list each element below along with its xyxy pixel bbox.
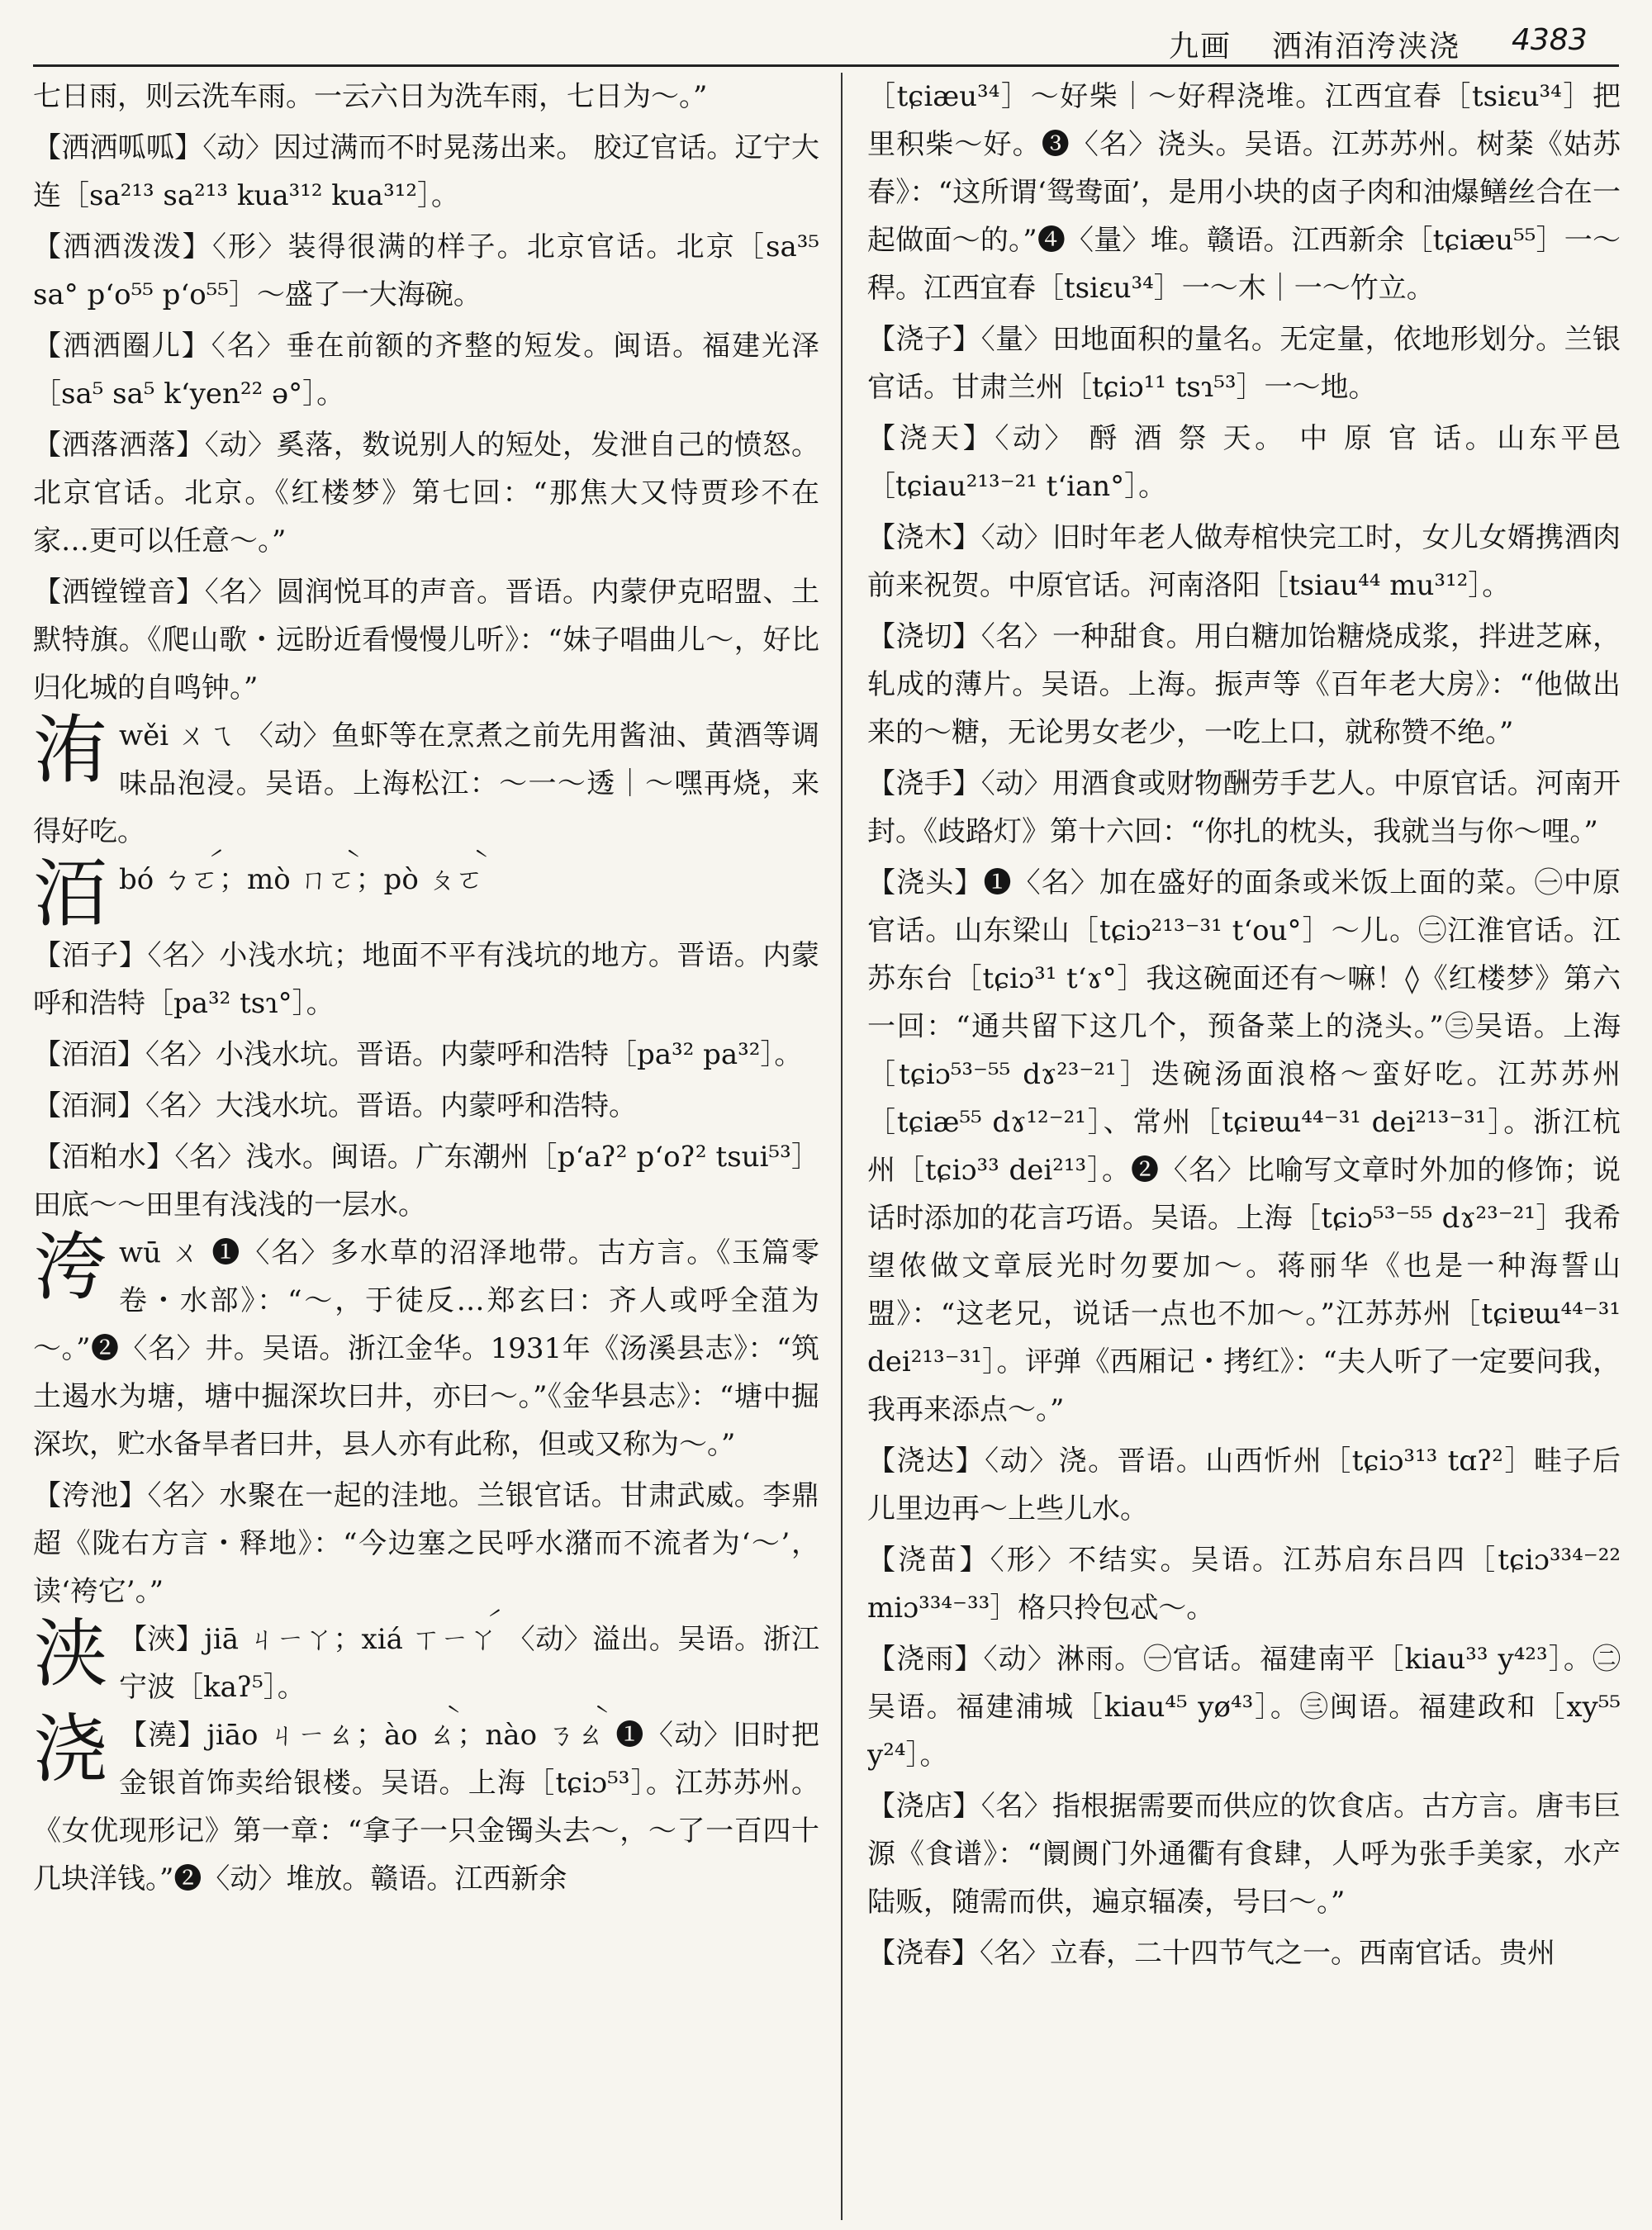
dictionary-entry: 【洒镗镗音】〈名〉圆润悦耳的声音。晋语。内蒙伊克昭盟、土默特旗。《爬山歌・远盼近看慢慢儿听》：“妹子唱曲儿～，好比归化城的自鸣钟。” [33, 576, 819, 705]
headword-definition: 【澆】jiāo ㄐㄧㄠ；ào ㄠ̀；nào ㄋㄠ̀ ❶〈动〉旧时把金银首饰卖给银楼。吴语。上海［tɕiɔ⁵³］。江苏苏州。《女优现形记》第一章：“拿子一只金镯头去～，～了一百四十几块洋钱。”❷〈动〉堆放。赣语。江西新余 [33, 1719, 819, 1896]
headword-character: 浇 [33, 1706, 107, 1793]
dictionary-entry: 【洿池】〈名〉水聚在一起的洼地。兰银官话。甘肃武威。李鼎超《陇右方言・释地》：“今边塞之民呼水潴而不流者为‘～’，读‘袴它’。” [33, 1479, 819, 1608]
headword-entry [33, 1706, 819, 1903]
headword-entry [33, 1224, 819, 1468]
dictionary-entry: 【洒洒呱呱】〈动〉因过满而不时晃荡出来。 胶辽官话。辽宁大连［sa²¹³ sa²¹³ kua³¹² kua³¹²］。 [33, 131, 819, 212]
dictionary-entry: 【浇天】〈动〉 酹 酒 祭 天。 中 原 官 话。山东平邑［tɕiau²¹³⁻²¹ t‘ian°］。 [867, 422, 1621, 503]
headword-character: 浃 [33, 1611, 107, 1697]
headword-entry [33, 851, 819, 937]
dictionary-entry: 【浇雨】〈动〉淋雨。㊀官话。福建南平［kiau³³ y⁴²³］。㊁吴语。福建浦城［kiau⁴⁵ yø⁴³］。㊂闽语。福建政和［xy⁵⁵ y²⁴］。 [867, 1643, 1621, 1772]
headword-definition: wěi ㄨㄟ 〈动〉鱼虾等在烹煮之前先用酱油、黄酒等调味品泡浸。吴语。上海松江：～一～透｜～嘿再烧，来得好吃。 [33, 719, 819, 848]
entry-continuation: ［tɕiæu³⁴］～好柴｜～好稈浇堆。江西宜春［tsiɛu³⁴］把里积柴～好。❸〈名〉浇头。吴语。江苏苏州。树棻《姑苏春》：“这所谓‘鸳鸯面’，是用小块的卤子肉和油爆鳝丝合在一起做面～的。”❹〈量〉堆。赣语。江西新余［tɕiæu⁵⁵］一～稈。江西宜春［tsiɛu³⁴］一～木｜一～竹立。 [867, 80, 1621, 305]
dictionary-entry: 【浇切】〈名〉一种甜食。用白糖加饴糖烧成浆，拌进芝麻，轧成的薄片。吴语。上海。振声等《百年老大房》：“他做出来的～糖，无论男女老少，一吃上口，就称赞不绝。” [867, 620, 1621, 749]
right-column [867, 73, 1621, 2220]
dictionary-entry: 【洒洒圈儿】〈名〉垂在前额的齐整的短发。闽语。福建光泽［sa⁵ sa⁵ k‘yen²² ə°］。 [33, 330, 819, 410]
dictionary-entry: 【浇春】〈名〉立春，二十四节气之一。西南官话。贵州 [867, 1937, 1555, 1970]
headword-definition: bó ㄅㄛ́；mò ㄇㄛ̀；pò ㄆㄛ̀ [119, 863, 484, 896]
dictionary-entry: 【洒落洒落】〈动〉奚落，数说别人的短处，发泄自己的愤怒。北京官话。北京。《红楼梦》第七回：“那焦大又恃贾珍不在家…更可以任意～。” [33, 429, 819, 558]
header-characters: 洒洧洦洿浃浇 [1272, 30, 1461, 64]
dictionary-entry: 【浇店】〈名〉指根据需要而供应的饮食店。古方言。唐韦巨源《食谱》：“阛阓门外通衢有食肆，人呼为张手美家，水产陆贩，随需而供，遍京辐凑，号曰～。” [867, 1790, 1621, 1919]
headword-entry [33, 1611, 819, 1711]
dictionary-entry: 【洦粕水】〈名〉浅水。闽语。广东潮州［p‘aʔ² p‘oʔ² tsui⁵³］田底～～田里有浅浅的一层水。 [33, 1141, 819, 1222]
headword-definition: 【浹】jiā ㄐㄧㄚ；xiá ㄒㄧㄚ́ 〈动〉溢出。吴语。浙江宁波［kaʔ⁵］。 [119, 1623, 819, 1704]
headword-character: 洦 [33, 851, 107, 937]
dictionary-entry: 【浇子】〈量〉田地面积的量名。无定量，依地形划分。兰银官话。甘肃兰州［tɕiɔ¹¹ tsɿ⁵³］一～地。 [867, 323, 1621, 404]
header-section: 九画 [1169, 30, 1232, 64]
page-header [33, 15, 1619, 67]
entry-continuation: 七日雨，则云洗车雨。一云六日为洗车雨，七日为～。” [33, 80, 708, 113]
headword-entry [33, 707, 819, 856]
headword-character: 洧 [33, 707, 107, 794]
dictionary-entry: 【洦洞】〈名〉大浅水坑。晋语。内蒙呼和浩特。 [33, 1089, 637, 1122]
headword-character: 洿 [33, 1224, 107, 1311]
dictionary-entry: 【浇手】〈动〉用酒食或财物酬劳手艺人。中原官话。河南开封。《歧路灯》第十六回：“你扎的枕头，我就当与你～哩。” [867, 767, 1621, 848]
dictionary-entry: 【洒洒泼泼】〈形〉装得很满的样子。北京官话。北京［sa³⁵ sa° p‘o⁵⁵ p‘o⁵⁵］～盛了一大海碗。 [33, 230, 819, 311]
dictionary-entry: 【浇头】❶〈名〉加在盛好的面条或米饭上面的菜。㊀中原官话。山东梁山［tɕiɔ²¹³⁻³¹ t‘ou°］～儿。㊁江淮官话。江苏东台［tɕiɔ³¹ t‘ɤ°］我这碗面还有～嘛！◊《红楼梦》第六一回：“通共留下这几个，预备菜上的浇头。”㊂吴语。上海［tɕiɔ⁵³⁻⁵⁵ dɤ²³⁻²¹］迭碗汤面浪格～蛮好吃。江苏苏州［tɕiæ⁵⁵ dɤ¹²⁻²¹］、常州［tɕiɐɯ⁴⁴⁻³¹ dei²¹³⁻³¹］。浙江杭州［tɕiɔ³³ dei²¹³］。❷〈名〉比喻写文章时外加的修饰；说话时添加的花言巧语。吴语。上海［tɕiɔ⁵³⁻⁵⁵ dɤ²³⁻²¹］我希望侬做文章辰光时勿要加～。蒋丽华《也是一种海誓山盟》：“这老兄，说话一点也不加～。”江苏苏州［tɕiɐɯ⁴⁴⁻³¹ dei²¹³⁻³¹］。评弹《西厢记・拷红》：“夫人听了一定要问我，我再来添点～。” [867, 866, 1621, 1426]
headword-definition: wū ㄨ ❶〈名〉多水草的沼泽地带。古方言。《玉篇零卷・水部》：“～，于徒反…郑玄曰：齐人或呼全菹为～。”❷〈名〉井。吴语。浙江金华。1931年《汤溪县志》：“筑土遏水为塘，塘中掘深坎曰井，亦曰～。”《金华县志》：“塘中掘深坎，贮水备旱者曰井，县人亦有此称，但或又称为～。” [33, 1236, 819, 1461]
page-number: 4383 [1512, 23, 1588, 57]
dictionary-entry: 【洦洦】〈名〉小浅水坑。晋语。内蒙呼和浩特［pa³² pa³²］。 [33, 1038, 803, 1071]
dictionary-entry: 【洦子】〈名〉小浅水坑；地面不平有浅坑的地方。晋语。内蒙呼和浩特［pa³² tsɿ°］。 [33, 939, 819, 1020]
dictionary-entry: 【浇木】〈动〉旧时年老人做寿棺快完工时，女儿女婿携酒肉前来祝贺。中原官话。河南洛阳［tsiau⁴⁴ mu³¹²］。 [867, 521, 1621, 602]
dictionary-entry: 【浇苗】〈形〉不结实。吴语。江苏启东吕四［tɕiɔ³³⁴⁻²² miɔ³³⁴⁻³³］格只拎包忒～。 [867, 1544, 1621, 1625]
dictionary-entry: 【浇达】〈动〉浇。晋语。山西忻州［tɕiɔ³¹³ tɑʔ²］畦子后儿里边再～上些儿水。 [867, 1445, 1621, 1525]
column-divider [841, 73, 843, 2220]
left-column [33, 73, 819, 2220]
